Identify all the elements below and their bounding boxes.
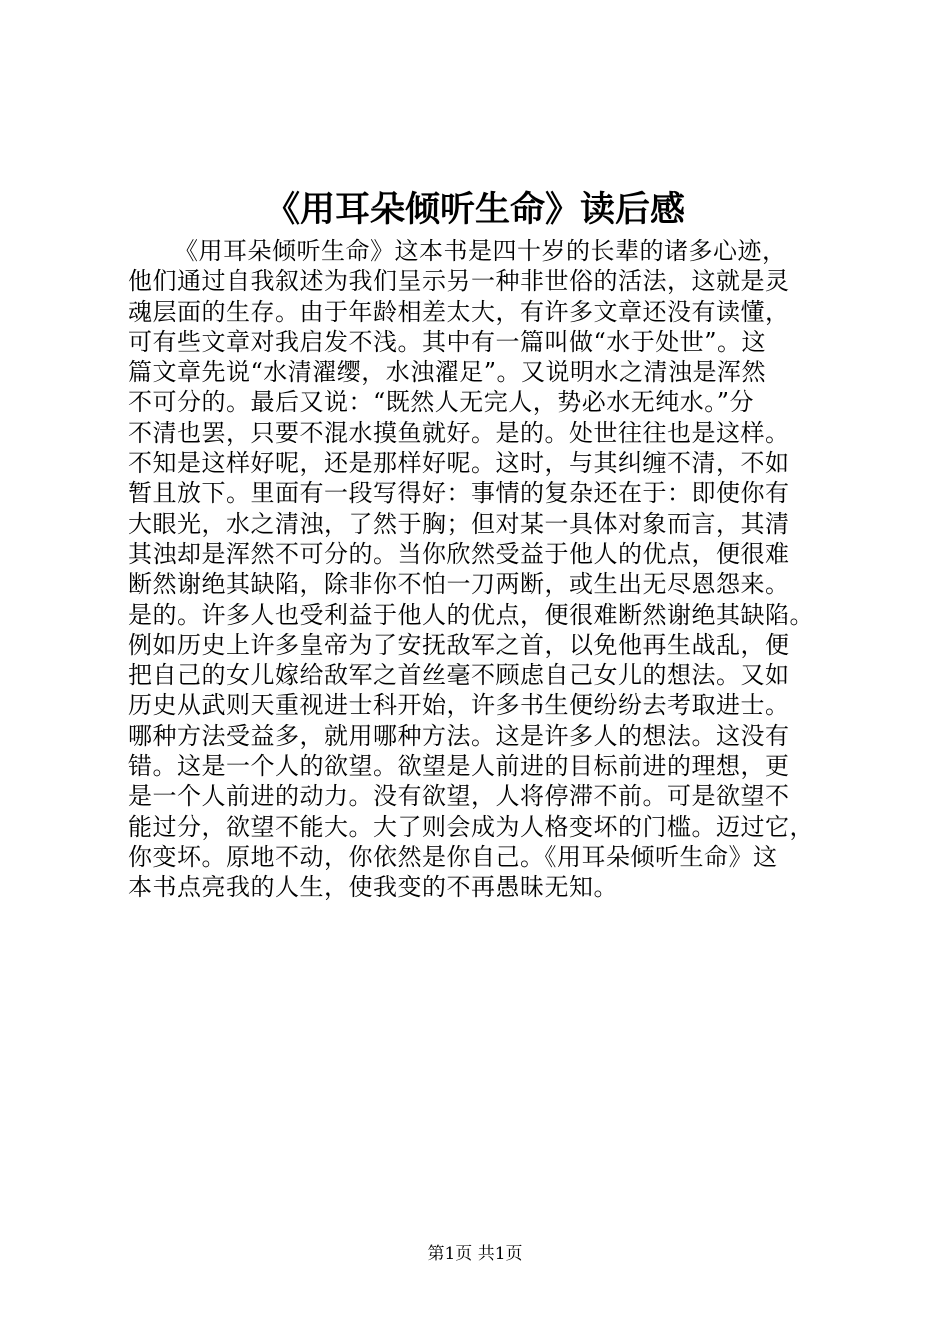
text-line: 把自己的女儿嫁给敌军之首丝毫不顾虑自己女儿的想法。又如 (128, 661, 790, 690)
text-line: 暂且放下。里面有一段写得好：事情的复杂还在于：即使你有 (128, 479, 790, 508)
text-line: 是的。许多人也受利益于他人的优点，便很难断然谢绝其缺陷。 (128, 600, 814, 629)
text-line: 魂层面的生存。由于年龄相差太大，有许多文章还没有读懂， (128, 297, 790, 326)
page-number-footer: 第1页 共1页 (427, 1244, 523, 1264)
text-line: 错。这是一个人的欲望。欲望是人前进的目标前进的理想，更 (128, 752, 790, 781)
text-line: 其浊却是浑然不可分的。当你欣然受益于他人的优点，便很难 (128, 539, 790, 568)
text-line: 例如历史上许多皇帝为了安抚敌军之首，以免他再生战乱，便 (128, 630, 790, 659)
text-line: 篇文章先说“水清濯缨，水浊濯足”。又说明水之清浊是浑然 (128, 358, 767, 387)
text-line: 断然谢绝其缺陷，除非你不怕一刀两断，或生出无尽恩怨来。 (128, 570, 790, 599)
text-line: 不可分的。最后又说：“既然人无完人，势必水无纯水。”分 (128, 388, 755, 417)
text-line: 是一个人前进的动力。没有欲望，人将停滞不前。可是欲望不 (128, 782, 790, 811)
text-line: 哪种方法受益多，就用哪种方法。这是许多人的想法。这没有 (128, 721, 790, 750)
text-line: 《用耳朵倾听生命》这本书是四十岁的长辈的诸多心迹， (174, 237, 787, 265)
text-line: 能过分，欲望不能大。大了则会成为人格变坏的门槛。迈过它， (128, 812, 814, 841)
text-line: 不知是这样好呢，还是那样好呢。这时，与其纠缠不清，不如 (128, 449, 790, 478)
text-line: 本书点亮我的人生，使我变的不再愚昧无知。 (128, 873, 618, 902)
text-line: 不清也罢，只要不混水摸鱼就好。是的。处世往往也是这样。 (128, 418, 790, 447)
body-paragraph (128, 236, 848, 903)
text-line: 历史从武则天重视进士科开始，许多书生便纷纷去考取进士。 (128, 691, 790, 720)
text-line: 大眼光，水之清浊，了然于胸；但对某一具体对象而言，其清 (128, 509, 790, 538)
text-line: 你变坏。原地不动，你依然是你自己。《用耳朵倾听生命》这 (128, 842, 778, 871)
text-line: 他们通过自我叙述为我们呈示另一种非世俗的活法，这就是灵 (128, 267, 790, 296)
text-line: 可有些文章对我启发不浅。其中有一篇叫做“水于处世”。这 (128, 327, 767, 356)
page-title: 《用耳朵倾听生命》读后感 (264, 189, 685, 230)
